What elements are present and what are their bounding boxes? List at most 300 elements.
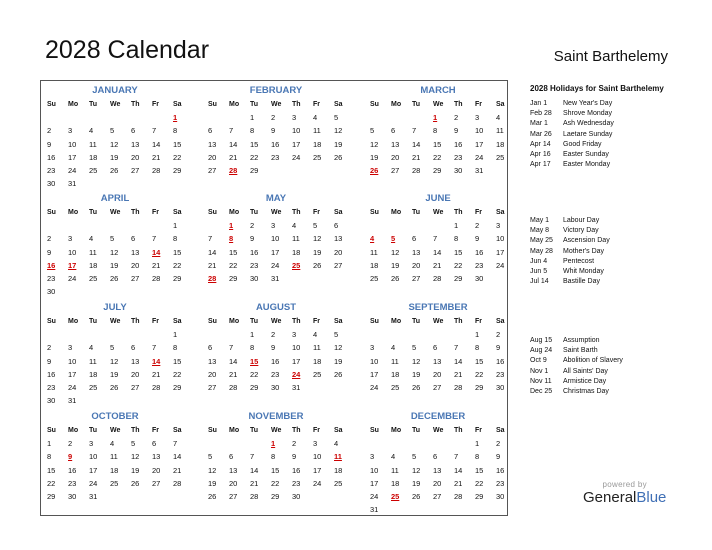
holiday-date: May 25 (530, 237, 553, 245)
day-cell: 8 (475, 452, 480, 462)
empty-cell (106, 111, 127, 124)
day-cell: 6 (334, 221, 339, 231)
day-cell: 9 (47, 247, 52, 257)
day-cell: 16 (496, 356, 505, 366)
holiday-day-cell: 5 (391, 234, 396, 244)
month-grid (366, 206, 510, 285)
weekday-header: Fr (475, 209, 482, 216)
day-cell: 3 (292, 113, 297, 123)
day-cell: 20 (334, 247, 343, 257)
day-cell: 30 (454, 165, 463, 175)
day-cell: 31 (475, 165, 484, 175)
day-cell: 5 (110, 126, 115, 136)
holiday-name: Ascension Day (563, 237, 610, 245)
day-cell: 19 (110, 369, 119, 379)
day-cell: 11 (391, 356, 399, 366)
day-cell: 11 (89, 139, 97, 149)
day-cell: 7 (250, 452, 255, 462)
day-cell: 6 (152, 439, 157, 449)
holiday-name: Easter Sunday (563, 150, 609, 158)
day-cell: 31 (370, 505, 379, 515)
weekday-header: Fr (475, 318, 482, 325)
day-cell: 1 (173, 221, 178, 231)
day-cell: 24 (370, 382, 379, 392)
day-cell: 24 (89, 478, 98, 488)
day-cell: 23 (271, 369, 280, 379)
day-cell: 22 (250, 369, 259, 379)
day-cell: 13 (208, 356, 217, 366)
day-cell: 1 (250, 113, 255, 123)
holiday-row (530, 356, 680, 366)
day-cell: 9 (250, 234, 255, 244)
holiday-group (530, 99, 680, 170)
day-cell: 22 (173, 369, 182, 379)
holiday-name: Labour Day (563, 217, 600, 224)
day-cell: 10 (475, 126, 484, 136)
day-cell: 18 (89, 260, 98, 270)
day-cell: 8 (433, 126, 438, 136)
weekday-header: Su (370, 101, 379, 108)
day-cell: 8 (47, 452, 52, 462)
day-cell: 16 (250, 247, 259, 257)
day-cell: 30 (496, 382, 505, 392)
weekday-header: Su (208, 427, 217, 434)
holiday-row (530, 247, 680, 257)
day-cell: 22 (475, 478, 484, 488)
weekday-header: Th (292, 209, 301, 216)
day-cell: 13 (412, 247, 421, 257)
weekday-header: We (433, 318, 444, 325)
weekday-header: Mo (68, 209, 79, 216)
weekday-header: Su (47, 427, 56, 434)
holiday-date: Apr 14 (530, 140, 551, 148)
holiday-name: All Saints' Day (563, 367, 608, 375)
weekday-header: Th (131, 318, 140, 325)
holiday-day-cell: 14 (152, 247, 161, 257)
empty-cell (387, 437, 408, 450)
empty-cell (43, 328, 64, 341)
weekday-header: Mo (391, 318, 402, 325)
month-name: JULY (103, 302, 127, 313)
day-cell: 2 (47, 343, 52, 353)
empty-cell (387, 219, 408, 232)
day-cell: 13 (152, 452, 161, 462)
month-september (366, 301, 510, 394)
day-cell: 27 (334, 260, 343, 270)
month-june (366, 192, 510, 285)
day-cell: 17 (496, 247, 505, 257)
weekday-header: Mo (229, 318, 240, 325)
day-cell: 21 (250, 478, 259, 488)
day-cell: 14 (208, 247, 217, 257)
holiday-name: Easter Monday (563, 161, 611, 169)
day-cell: 28 (173, 478, 182, 488)
empty-cell (408, 437, 429, 450)
day-cell: 2 (475, 221, 480, 231)
holiday-name: Christmas Day (563, 387, 609, 395)
weekday-header: Sa (173, 318, 182, 325)
empty-cell (366, 111, 387, 124)
holiday-day-cell: 11 (334, 452, 342, 462)
day-cell: 28 (152, 165, 161, 175)
day-cell: 21 (152, 260, 161, 270)
weekday-header: Sa (334, 101, 343, 108)
day-cell: 11 (496, 126, 504, 136)
day-cell: 23 (496, 369, 505, 379)
day-cell: 28 (229, 382, 238, 392)
day-cell: 17 (68, 369, 77, 379)
day-cell: 9 (292, 452, 297, 462)
holiday-date: Aug 24 (530, 347, 553, 355)
holiday-date: May 8 (530, 227, 550, 235)
holiday-date: Dec 25 (530, 387, 553, 395)
day-cell: 13 (131, 247, 140, 257)
day-cell: 19 (110, 260, 119, 270)
day-cell: 16 (292, 465, 301, 475)
holiday-group (530, 336, 680, 397)
holiday-day-cell: 14 (152, 356, 161, 366)
day-cell: 12 (370, 139, 379, 149)
day-cell: 20 (131, 152, 140, 162)
day-cell: 4 (313, 330, 318, 340)
day-cell: 27 (433, 491, 442, 501)
weekday-header: Fr (475, 101, 482, 108)
weekday-header: Mo (229, 427, 240, 434)
weekday-header: Sa (334, 209, 343, 216)
day-cell: 4 (89, 343, 94, 353)
day-cell: 15 (433, 139, 442, 149)
day-cell: 19 (334, 356, 343, 366)
holiday-day-cell: 17 (68, 260, 77, 270)
holiday-row (530, 160, 680, 170)
day-cell: 18 (89, 152, 98, 162)
day-cell: 20 (433, 369, 442, 379)
day-cell: 12 (110, 356, 119, 366)
day-cell: 27 (152, 478, 161, 488)
day-cell: 27 (131, 165, 140, 175)
day-cell: 22 (433, 152, 442, 162)
day-cell: 11 (370, 247, 378, 257)
weekday-header: Mo (68, 318, 79, 325)
day-cell: 11 (110, 452, 118, 462)
day-cell: 3 (370, 452, 375, 462)
day-cell: 10 (313, 452, 322, 462)
month-grid (366, 424, 510, 516)
month-name: SEPTEMBER (408, 302, 468, 313)
weekday-header: We (433, 427, 444, 434)
empty-cell (225, 328, 246, 341)
day-cell: 12 (412, 356, 421, 366)
holiday-date: May 1 (530, 217, 550, 224)
weekday-header: Su (208, 318, 217, 325)
day-cell: 19 (412, 369, 421, 379)
day-cell: 23 (47, 382, 56, 392)
month-february (204, 84, 348, 177)
day-cell: 17 (271, 247, 280, 257)
day-cell: 2 (250, 221, 255, 231)
day-cell: 20 (208, 369, 217, 379)
day-cell: 20 (229, 478, 238, 488)
day-cell: 26 (412, 382, 421, 392)
day-cell: 22 (173, 152, 182, 162)
month-name: DECEMBER (410, 411, 466, 422)
holiday-date: Jul 14 (530, 278, 549, 286)
day-cell: 27 (391, 165, 400, 175)
day-cell: 14 (229, 356, 238, 366)
month-december (366, 410, 510, 516)
day-cell: 10 (89, 452, 98, 462)
holiday-date: May 28 (530, 247, 553, 255)
day-cell: 4 (313, 113, 318, 123)
empty-cell (450, 437, 471, 450)
day-cell: 23 (496, 478, 505, 488)
day-cell: 18 (391, 369, 400, 379)
weekday-header: Th (292, 101, 301, 108)
weekday-header: Th (131, 427, 140, 434)
holiday-day-cell: 9 (68, 452, 73, 462)
day-cell: 29 (454, 273, 463, 283)
day-cell: 8 (173, 126, 178, 136)
day-cell: 20 (131, 260, 140, 270)
day-cell: 21 (229, 152, 238, 162)
day-cell: 6 (433, 452, 438, 462)
empty-cell (148, 219, 169, 232)
day-cell: 30 (68, 491, 77, 501)
day-cell: 14 (229, 139, 238, 149)
month-grid (204, 206, 348, 285)
day-cell: 14 (433, 247, 442, 257)
weekday-header: Tu (250, 101, 259, 108)
weekday-header: We (433, 101, 444, 108)
day-cell: 22 (454, 260, 463, 270)
day-cell: 25 (334, 478, 343, 488)
holiday-row (530, 150, 680, 160)
day-cell: 17 (313, 465, 322, 475)
day-cell: 14 (454, 356, 463, 366)
day-cell: 9 (271, 126, 276, 136)
day-cell: 10 (68, 139, 77, 149)
day-cell: 14 (454, 465, 463, 475)
day-cell: 9 (496, 452, 501, 462)
day-cell: 13 (433, 465, 442, 475)
holiday-name: Ash Wednesday (563, 120, 614, 128)
day-cell: 4 (89, 234, 94, 244)
day-cell: 23 (292, 478, 301, 488)
empty-cell (387, 111, 408, 124)
holiday-row (530, 387, 680, 397)
weekday-header: We (271, 318, 282, 325)
day-cell: 3 (271, 221, 276, 231)
day-cell: 8 (173, 343, 178, 353)
day-cell: 30 (292, 491, 301, 501)
holiday-day-cell: 15 (250, 356, 259, 366)
day-cell: 15 (475, 465, 484, 475)
holiday-row (530, 277, 680, 287)
day-cell: 7 (173, 439, 178, 449)
day-cell: 7 (152, 343, 157, 353)
weekday-header: Th (292, 427, 301, 434)
holiday-day-cell: 1 (173, 113, 178, 123)
month-name: FEBRUARY (249, 85, 303, 96)
day-cell: 18 (313, 356, 322, 366)
holiday-date: Mar 1 (530, 120, 548, 128)
weekday-header: Su (370, 427, 379, 434)
day-cell: 8 (271, 452, 276, 462)
day-cell: 2 (68, 439, 73, 449)
day-cell: 24 (68, 165, 77, 175)
day-cell: 13 (229, 465, 238, 475)
day-cell: 17 (370, 369, 379, 379)
weekday-header: Tu (250, 209, 259, 216)
day-cell: 17 (292, 139, 301, 149)
day-cell: 5 (110, 234, 115, 244)
day-cell: 9 (454, 126, 459, 136)
month-august (204, 301, 348, 394)
day-cell: 7 (412, 126, 417, 136)
day-cell: 11 (89, 356, 97, 366)
weekday-header: Th (292, 318, 301, 325)
day-cell: 26 (391, 273, 400, 283)
empty-cell (246, 437, 267, 450)
day-cell: 29 (433, 165, 442, 175)
day-cell: 6 (208, 126, 213, 136)
day-cell: 17 (292, 356, 301, 366)
holiday-row (530, 226, 680, 236)
day-cell: 12 (412, 465, 421, 475)
day-cell: 24 (68, 273, 77, 283)
day-cell: 3 (68, 234, 73, 244)
month-grid (204, 98, 348, 177)
day-cell: 4 (334, 439, 339, 449)
weekday-header: Sa (496, 318, 505, 325)
day-cell: 16 (454, 139, 463, 149)
day-cell: 10 (68, 247, 77, 257)
empty-cell (106, 328, 127, 341)
day-cell: 31 (89, 491, 98, 501)
day-cell: 28 (454, 382, 463, 392)
day-cell: 29 (250, 165, 259, 175)
weekday-header: Th (454, 427, 463, 434)
day-cell: 4 (292, 221, 297, 231)
day-cell: 8 (475, 343, 480, 353)
holiday-row (530, 119, 680, 129)
day-cell: 15 (475, 356, 484, 366)
day-cell: 2 (496, 439, 501, 449)
weekday-header: We (110, 427, 121, 434)
day-cell: 22 (229, 260, 238, 270)
weekday-header: We (271, 427, 282, 434)
generalblue-wordmark (583, 489, 666, 506)
holiday-day-cell: 1 (229, 221, 234, 231)
holiday-row (530, 336, 680, 346)
day-cell: 10 (292, 126, 301, 136)
day-cell: 26 (110, 165, 119, 175)
day-cell: 17 (370, 478, 379, 488)
empty-cell (64, 219, 85, 232)
day-cell: 3 (292, 330, 297, 340)
day-cell: 7 (229, 126, 234, 136)
day-cell: 8 (250, 343, 255, 353)
day-cell: 7 (454, 343, 459, 353)
holiday-day-cell: 26 (370, 165, 379, 175)
day-cell: 20 (391, 152, 400, 162)
day-cell: 19 (208, 478, 217, 488)
month-name: MAY (265, 193, 287, 204)
day-cell: 29 (250, 382, 259, 392)
empty-cell (64, 328, 85, 341)
day-cell: 13 (131, 139, 140, 149)
day-cell: 6 (131, 234, 136, 244)
day-cell: 21 (152, 369, 161, 379)
empty-cell (429, 219, 450, 232)
month-grid (43, 424, 187, 503)
day-cell: 28 (454, 491, 463, 501)
day-cell: 13 (208, 139, 217, 149)
day-cell: 30 (496, 491, 505, 501)
day-cell: 10 (292, 343, 301, 353)
day-cell: 23 (47, 273, 56, 283)
empty-cell (85, 328, 106, 341)
weekday-header: Tu (250, 427, 259, 434)
day-cell: 14 (250, 465, 259, 475)
day-cell: 19 (313, 247, 322, 257)
day-cell: 4 (391, 452, 396, 462)
holiday-row (530, 109, 680, 119)
day-cell: 29 (475, 382, 484, 392)
day-cell: 21 (412, 152, 421, 162)
weekday-header: Mo (229, 209, 240, 216)
day-cell: 27 (131, 382, 140, 392)
month-grid (204, 424, 348, 503)
day-cell: 7 (433, 234, 438, 244)
empty-cell (450, 328, 471, 341)
holiday-day-cell: 25 (292, 260, 301, 270)
day-cell: 2 (496, 330, 501, 340)
holiday-day-cell: 28 (229, 165, 238, 175)
month-november (204, 410, 348, 503)
month-july (43, 301, 187, 407)
weekday-header: Mo (391, 209, 402, 216)
day-cell: 30 (47, 287, 56, 297)
day-cell: 15 (250, 139, 259, 149)
day-cell: 28 (250, 491, 259, 501)
day-cell: 20 (412, 260, 421, 270)
month-grid (43, 315, 187, 407)
day-cell: 23 (475, 260, 484, 270)
day-cell: 12 (313, 234, 322, 244)
weekday-header: Mo (68, 101, 79, 108)
holiday-row (530, 216, 680, 226)
weekday-header: Su (370, 209, 379, 216)
day-cell: 17 (475, 139, 484, 149)
month-grid (43, 206, 187, 298)
month-march (366, 84, 510, 177)
weekday-header: We (271, 101, 282, 108)
weekday-header: Sa (173, 101, 182, 108)
weekday-header: Mo (391, 427, 402, 434)
empty-cell (366, 328, 387, 341)
weekday-header: We (110, 318, 121, 325)
holiday-day-cell: 4 (370, 234, 375, 244)
weekday-header: Fr (152, 318, 159, 325)
day-cell: 25 (313, 369, 322, 379)
day-cell: 1 (475, 330, 480, 340)
brand-logo (583, 480, 666, 506)
weekday-header: Tu (89, 318, 98, 325)
day-cell: 10 (496, 234, 505, 244)
day-cell: 7 (208, 234, 213, 244)
day-cell: 17 (89, 465, 98, 475)
